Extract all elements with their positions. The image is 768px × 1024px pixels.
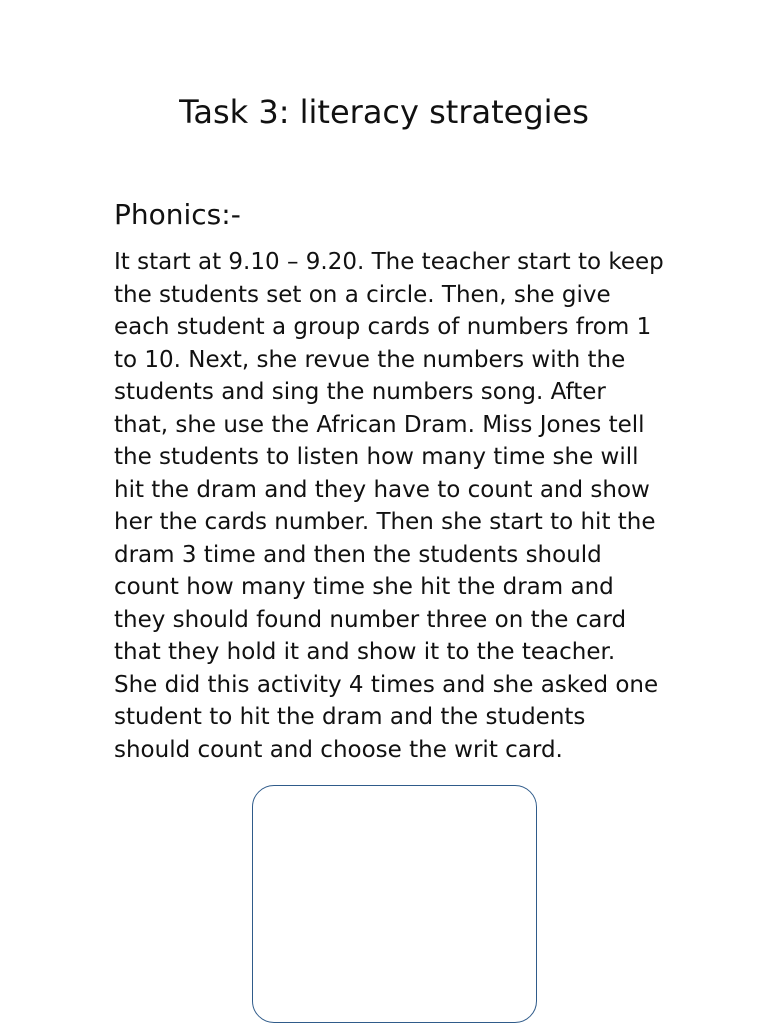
slide-title: Task 3: literacy strategies <box>179 93 589 131</box>
blank-overlay-box <box>252 785 537 1023</box>
body-paragraph: It start at 9.10 – 9.20. The teacher start to keep the students set on a circle. Then, she give each student a group cards of numbers from 1 to 10. Next, she revue the numbers with the students and sing the numbers song. After that, she use the African Dram. Miss Jones tell the students to listen how many time she will hit the dram and they have to count and show her the cards number. Then she start to hit the dram 3 time and then the students should count how many time she hit the dram and they should found number three on the card that they hold it and show it to the teacher. She did this activity 4 times and she asked one student to hit the dram and the students should count and choose the writ card. <box>114 249 664 763</box>
section-heading-phonics: Phonics:- <box>114 198 241 231</box>
